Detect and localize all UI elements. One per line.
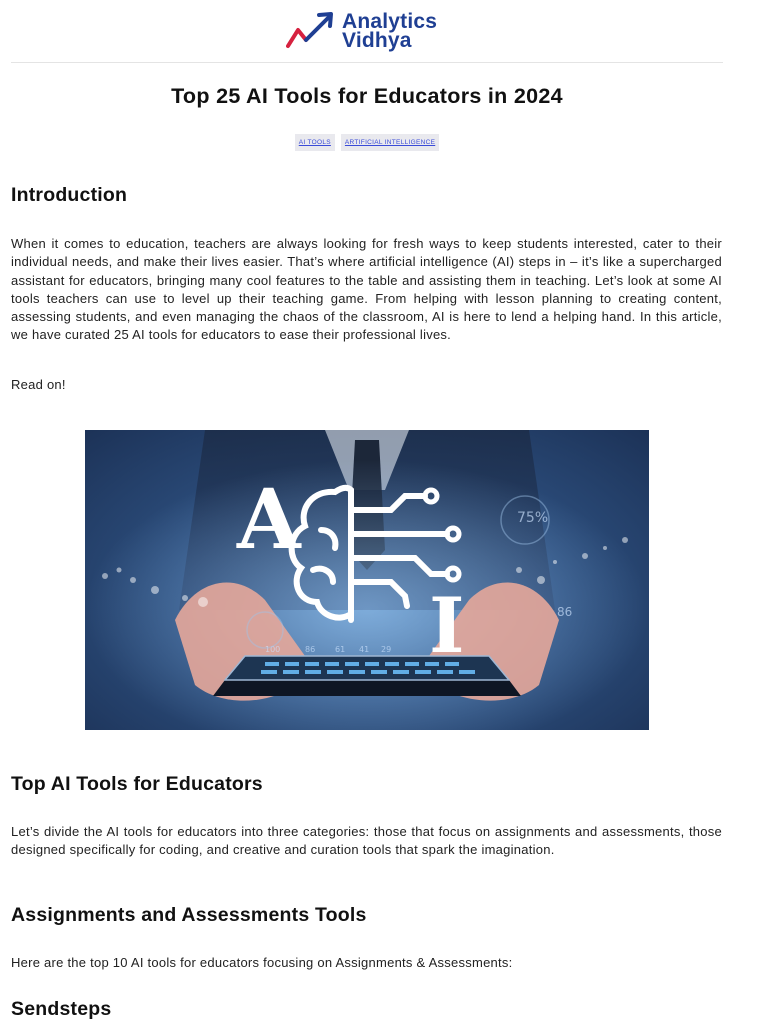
ai-brain-tablet-image [85,430,649,730]
logo-wordmark [342,12,437,50]
logo-line-1: Analytics [342,10,438,33]
section-heading-assessments: Assignments and Assessments Tools [11,904,367,926]
tag-list [11,134,723,151]
header-divider [11,62,723,63]
svg-text:A: A [237,472,301,568]
site-logo[interactable] [286,10,437,52]
top-tools-paragraph: Let’s divide the AI tools for educators into three categories: those that focus on assignments and assessments, those designed specifically for coding, and creative and curation tools that spark the imagination. [11,824,722,858]
hero-overlay-86a: 86 [305,645,316,654]
hero-overlay-75: 75% [517,510,549,526]
article-title: Top 25 AI Tools for Educators in 2024 [171,84,563,108]
trend-arrow-icon [286,10,336,52]
section-heading-introduction: Introduction [11,184,128,206]
svg-text:I: I [429,581,465,670]
hero-overlay-86b: 86 [557,605,573,619]
assessments-paragraph: Here are the top 10 AI tools for educators focusing on Assignments & Assessments: [11,955,513,970]
tag-artificial-intelligence[interactable]: ARTIFICIAL INTELLIGENCE [341,134,439,151]
intro-paragraph: When it comes to education, teachers are always looking for fresh ways to keep students interested, cater to their individual needs, and make their lives easier. That’s where artificial intelligence (AI) steps in – it’s like a supercharged assistant for educators, bringing many cool features to the table and assisting them in teaching. Let’s look at some AI tools teachers can use to level up their teaching game. From helping with lesson planning to creating content, assessing students, and even managing the chaos of the classroom, AI is here to lend a helping hand. In this article, we have curated 25 AI tools for educators to ease their professional lives. [11,236,722,343]
hero-overlay-61: 61 [335,645,346,654]
tag-ai-tools[interactable]: AI TOOLS [295,134,335,151]
read-on-text: Read on! [11,377,66,392]
hero-overlay-41: 41 [359,645,370,654]
section-heading-sendsteps: Sendsteps [11,998,112,1020]
logo-line-2: Vidhya [342,29,412,52]
hero-overlay-29: 29 [381,645,392,654]
hero-overlay-100: 100 [265,645,281,654]
section-heading-top-tools: Top AI Tools for Educators [11,773,263,795]
